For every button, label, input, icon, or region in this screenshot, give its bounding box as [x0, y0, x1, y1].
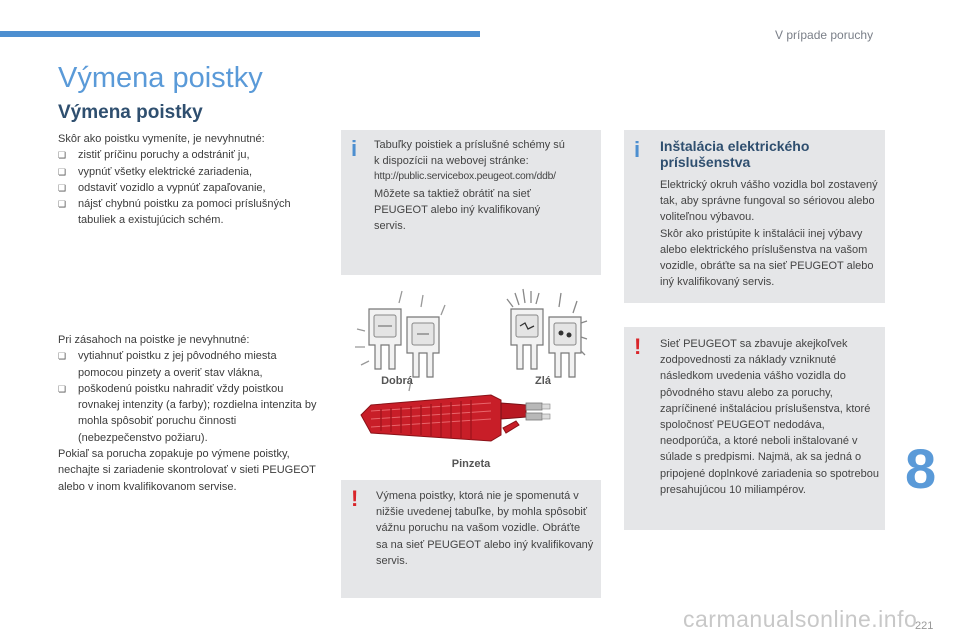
- servicebox-link[interactable]: http://public.servicebox.peugeot.com/ddb/: [374, 171, 556, 183]
- intro-block: [58, 131, 320, 229]
- intro-list: [58, 147, 320, 228]
- tweezers-label: Pinzeta: [451, 458, 491, 468]
- bad-fuse-drawing: [507, 289, 587, 377]
- info-box-tables: [341, 130, 601, 275]
- bullet-icon: ❏: [58, 166, 67, 177]
- procedure-block: [58, 332, 320, 495]
- bullet-icon: ❏: [58, 182, 67, 193]
- watermark: carmanualsonline.info: [683, 606, 918, 632]
- warning-icon: !: [634, 334, 642, 359]
- bullet-icon: ❏: [58, 150, 67, 161]
- page-title: Výmena poistky: [58, 62, 263, 94]
- warning-box-text: Sieť PEUGEOT sa zbavuje akejkoľvek zodpovednosti za náklady vzniknuté následkom uvedenia vášho vozidla do pôvodného stavu alebo za poruchy, zapríčinené inštaláciou príslušenstva, ktoré spoločnosť PEUGEOT nedodáva, neodporúča, a ktoré neboli inštalované v súlade s predpismi. Najmä, ak sa jedná o pripojené doplnkové zariadenia so spotrebou presahujúcou 10 miliampérov.: [660, 338, 879, 496]
- warning-box-text: Výmena poistky, ktorá nie je spomenutá v nižšie uvedenej tabuľke, by mohla spôsobiť vážnu poruchu na vašom vozidle. Obráťte sa na sieť PEUGEOT alebo iný kvalifikovaný servis.: [376, 490, 594, 567]
- list-item: ❏ nájsť chybnú poistku za pomoci príslušných tabuliek a existujúcich schém.: [58, 198, 291, 227]
- page-number: 221: [915, 620, 934, 632]
- list-item: ❏ odstaviť vozidlo a vypnúť zapaľovanie,: [58, 180, 320, 196]
- section-title: V prípade poruchy: [775, 28, 874, 42]
- bullet-icon: ❏: [58, 383, 67, 394]
- procedure-list: [58, 348, 320, 446]
- bullet-icon: ❏: [58, 351, 67, 362]
- tweezers-drawing: [361, 395, 550, 441]
- fuse-illustration: [341, 283, 603, 468]
- info-box-title: Inštalácia elektrického príslušenstva: [660, 138, 810, 170]
- list-item: ❏ vypnúť všetky elektrické zariadenia,: [58, 164, 320, 180]
- info-icon: i: [351, 136, 358, 161]
- section-heading: Výmena poistky: [58, 102, 203, 123]
- info-icon: i: [634, 137, 641, 162]
- info-box-install: [624, 130, 885, 303]
- intro-lead: Skôr ako poistku vymeníte, je nevyhnutné:: [58, 133, 265, 145]
- warning-box-fuse: [341, 480, 601, 598]
- info-box-text: Tabuľky poistiek a príslušné schémy sú k dispozícii na webovej stránke: http://public.servicebox.peugeot.com/ddb/ Môžete sa taktiež obrátiť na sieť PEUGEOT alebo iný kvalifikovaný servis.: [374, 137, 594, 234]
- warning-icon: !: [351, 486, 359, 511]
- header-accent-bar: [0, 31, 480, 37]
- info-box-text: Elektrický okruh vášho vozidla bol zostavený tak, aby správne fungoval so sériovou alebo voliteľnou výbavou. Skôr ako pristúpite k inštalácii inej výbavy alebo elektrického príslušenstva na vašom vozidle, obráťte sa na sieť PEUGEOT alebo iný kvalifikovaný servis.: [660, 179, 878, 289]
- bad-fuse-label: Zlá: [535, 375, 551, 387]
- bullet-icon: ❏: [58, 199, 67, 210]
- procedure-closing: Pokiaľ sa porucha zopakuje po výmene poistky, nechajte si zariadenie skontrolovať v sieti PEUGEOT alebo v inom kvalifikovanom servise.: [58, 448, 316, 493]
- list-item: ❏ poškodenú poistku nahradiť vždy poistkou rovnakej intenzity (a farby); rozdielna intenzita by mohla spôsobiť poruchu činnosti (nebezpečenstvo požiaru).: [58, 382, 317, 444]
- procedure-lead: Pri zásahoch na poistke je nevyhnutné:: [58, 334, 250, 346]
- list-item: ❏ zistiť príčinu poruchy a odstrániť ju,: [58, 147, 320, 163]
- good-fuse-label: Dobrá: [381, 375, 413, 387]
- list-item: ❏ vytiahnuť poistku z jej pôvodného miesta pomocou pinzety a overiť stav vlákna,: [58, 350, 277, 379]
- warning-box-network: [624, 327, 885, 530]
- chapter-number: 8: [905, 437, 937, 500]
